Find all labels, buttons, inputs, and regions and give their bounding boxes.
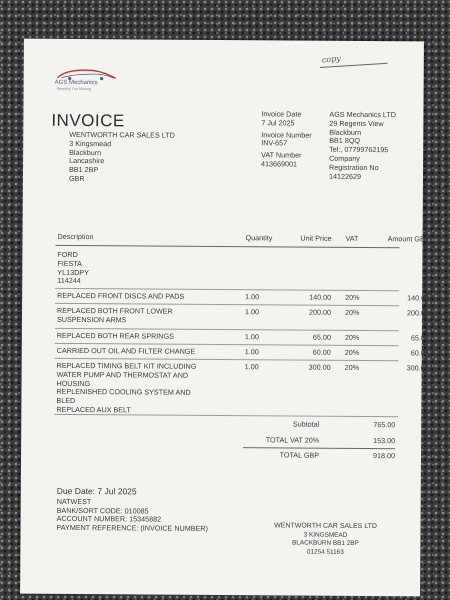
grand-total-value: 918.00 (373, 451, 396, 461)
invoice-meta (261, 110, 312, 169)
bill-to-line: Lancashire (69, 156, 105, 166)
header-amount: Amount GBP (387, 234, 430, 244)
vehicle-info (55, 251, 399, 289)
footer-line: 01254 51163 (306, 548, 344, 556)
item-description: REPLACED BOTH REAR SPRINGS (56, 330, 174, 341)
handwritten-copy-note: copy (321, 53, 342, 65)
item-vat: 20% (345, 292, 360, 302)
from-address (329, 111, 396, 182)
from-line: AGS Mechanics LTD (329, 109, 397, 120)
vehicle-line: 114244 (57, 276, 81, 286)
from-line: Registration No (329, 162, 379, 172)
payment-line: BANK/SORT CODE: 010085 (56, 505, 149, 516)
item-description: WATER PUMP AND THERMOSTAT AND (56, 369, 189, 380)
item-description: REPLENISHED COOLING SYSTEM AND (56, 387, 191, 398)
bill-to-line: WENTWORTH CAR SALES LTD (69, 129, 175, 140)
header-description: Description (57, 231, 94, 242)
from-line: BB1 8QQ (329, 136, 361, 146)
item-quantity: 1.00 (244, 362, 259, 372)
company-logo (52, 67, 122, 97)
footer-line: WENTWORTH CAR SALES LTD (274, 522, 377, 531)
grand-total-label: TOTAL GBP (279, 450, 320, 460)
bill-to-line: Blackburn (69, 147, 102, 157)
subtotal-value: 765.00 (373, 420, 396, 430)
item-amount: 65.00 (410, 333, 429, 343)
item-description: REPLACED TIMING BELT KIT INCLUDING (56, 360, 197, 371)
vat-total-value: 153.00 (373, 436, 396, 446)
header-quantity: Quantity (245, 233, 273, 243)
from-line: Blackburn (329, 127, 362, 137)
header-unit-price: Unit Price (300, 233, 332, 243)
table-row (54, 360, 429, 418)
invoice-paper (20, 39, 430, 597)
item-vat: 20% (344, 347, 360, 357)
item-vat: 20% (344, 332, 360, 342)
item-quantity: 1.00 (244, 332, 259, 342)
footer-address (260, 522, 390, 557)
item-unit-price: 200.00 (309, 307, 332, 317)
payment-line: ACCOUNT NUMBER: 15345882 (56, 514, 162, 524)
item-amount: 300.00 (406, 363, 429, 373)
payment-details (56, 487, 208, 534)
table-row (55, 305, 430, 329)
invoice-number-value: INV-657 (261, 138, 288, 148)
vehicle-line: YL13DPY (57, 267, 89, 277)
item-quantity: 1.00 (245, 307, 260, 317)
from-line: 14122629 (328, 171, 362, 181)
logo-name: AGS Mechanics (54, 79, 98, 87)
invoice-title: INVOICE (51, 110, 125, 131)
item-description: REPLACED FRONT DISCS AND PADS (57, 290, 185, 301)
item-unit-price: 65.00 (312, 332, 331, 342)
due-date: Due Date: 7 Jul 2025 (56, 485, 137, 497)
logo-tagline: Keeping You Moving (56, 86, 92, 92)
bill-to-line: 3 Kingsmead (69, 138, 112, 149)
vat-total-row (191, 436, 395, 447)
item-vat: 20% (344, 362, 360, 372)
vat-number-label: VAT Number (261, 150, 302, 160)
vat-total-label: TOTAL VAT 20% (265, 435, 320, 445)
item-unit-price: 140.00 (309, 292, 332, 302)
item-quantity: 1.00 (245, 292, 260, 302)
subtotal-row (191, 420, 395, 431)
from-line: Tel:, 07799762195 (329, 144, 389, 155)
item-vat: 20% (345, 307, 360, 317)
bill-to-address (69, 131, 175, 185)
item-amount: 60.00 (410, 348, 429, 358)
header-rule (55, 245, 399, 248)
table-header (56, 231, 430, 245)
payment-line: PAYMENT REFERENCE: (INVOICE NUMBER) (56, 523, 208, 534)
item-description: REPLACED BOTH FRONT LOWER (57, 305, 173, 316)
bill-to-line: BB1 2BP (68, 165, 99, 175)
footer-line: 3 KINGSMEAD (303, 531, 348, 539)
bill-to-line: GBR (68, 173, 85, 184)
vat-number-value: 413669001 (261, 159, 298, 169)
grand-total-row (191, 451, 395, 462)
invoice-number-label: Invoice Number (261, 129, 312, 140)
vehicle-line: FORD (57, 249, 78, 259)
item-description: REPLACED AUX BELT (56, 404, 131, 415)
item-description: HOUSING (56, 378, 91, 388)
from-line: Company (329, 153, 360, 163)
vehicle-line: FIESTA (57, 258, 83, 268)
item-description: SUSPENSION ARMS (56, 314, 127, 325)
item-description: CARRIED OUT OIL AND FILTER CHANGE (56, 345, 196, 356)
item-unit-price: 60.00 (312, 347, 331, 357)
invoice-date-label: Invoice Date (261, 109, 302, 119)
header-vat: VAT (345, 233, 359, 243)
item-amount: 140.00 (407, 293, 430, 303)
total-rule (243, 447, 395, 449)
subtotal-label: Subtotal (292, 419, 320, 429)
payment-line: NATWEST (56, 496, 92, 506)
from-line: 29 Regents View (329, 118, 384, 128)
invoice-date-value: 7 Jul 2025 (261, 118, 295, 128)
item-amount: 200.00 (407, 308, 430, 318)
item-description: BLED (56, 396, 76, 406)
footer-line: BLACKBURN BB1 2BP (292, 539, 359, 548)
item-quantity: 1.00 (244, 347, 259, 357)
item-unit-price: 300.00 (308, 362, 331, 372)
